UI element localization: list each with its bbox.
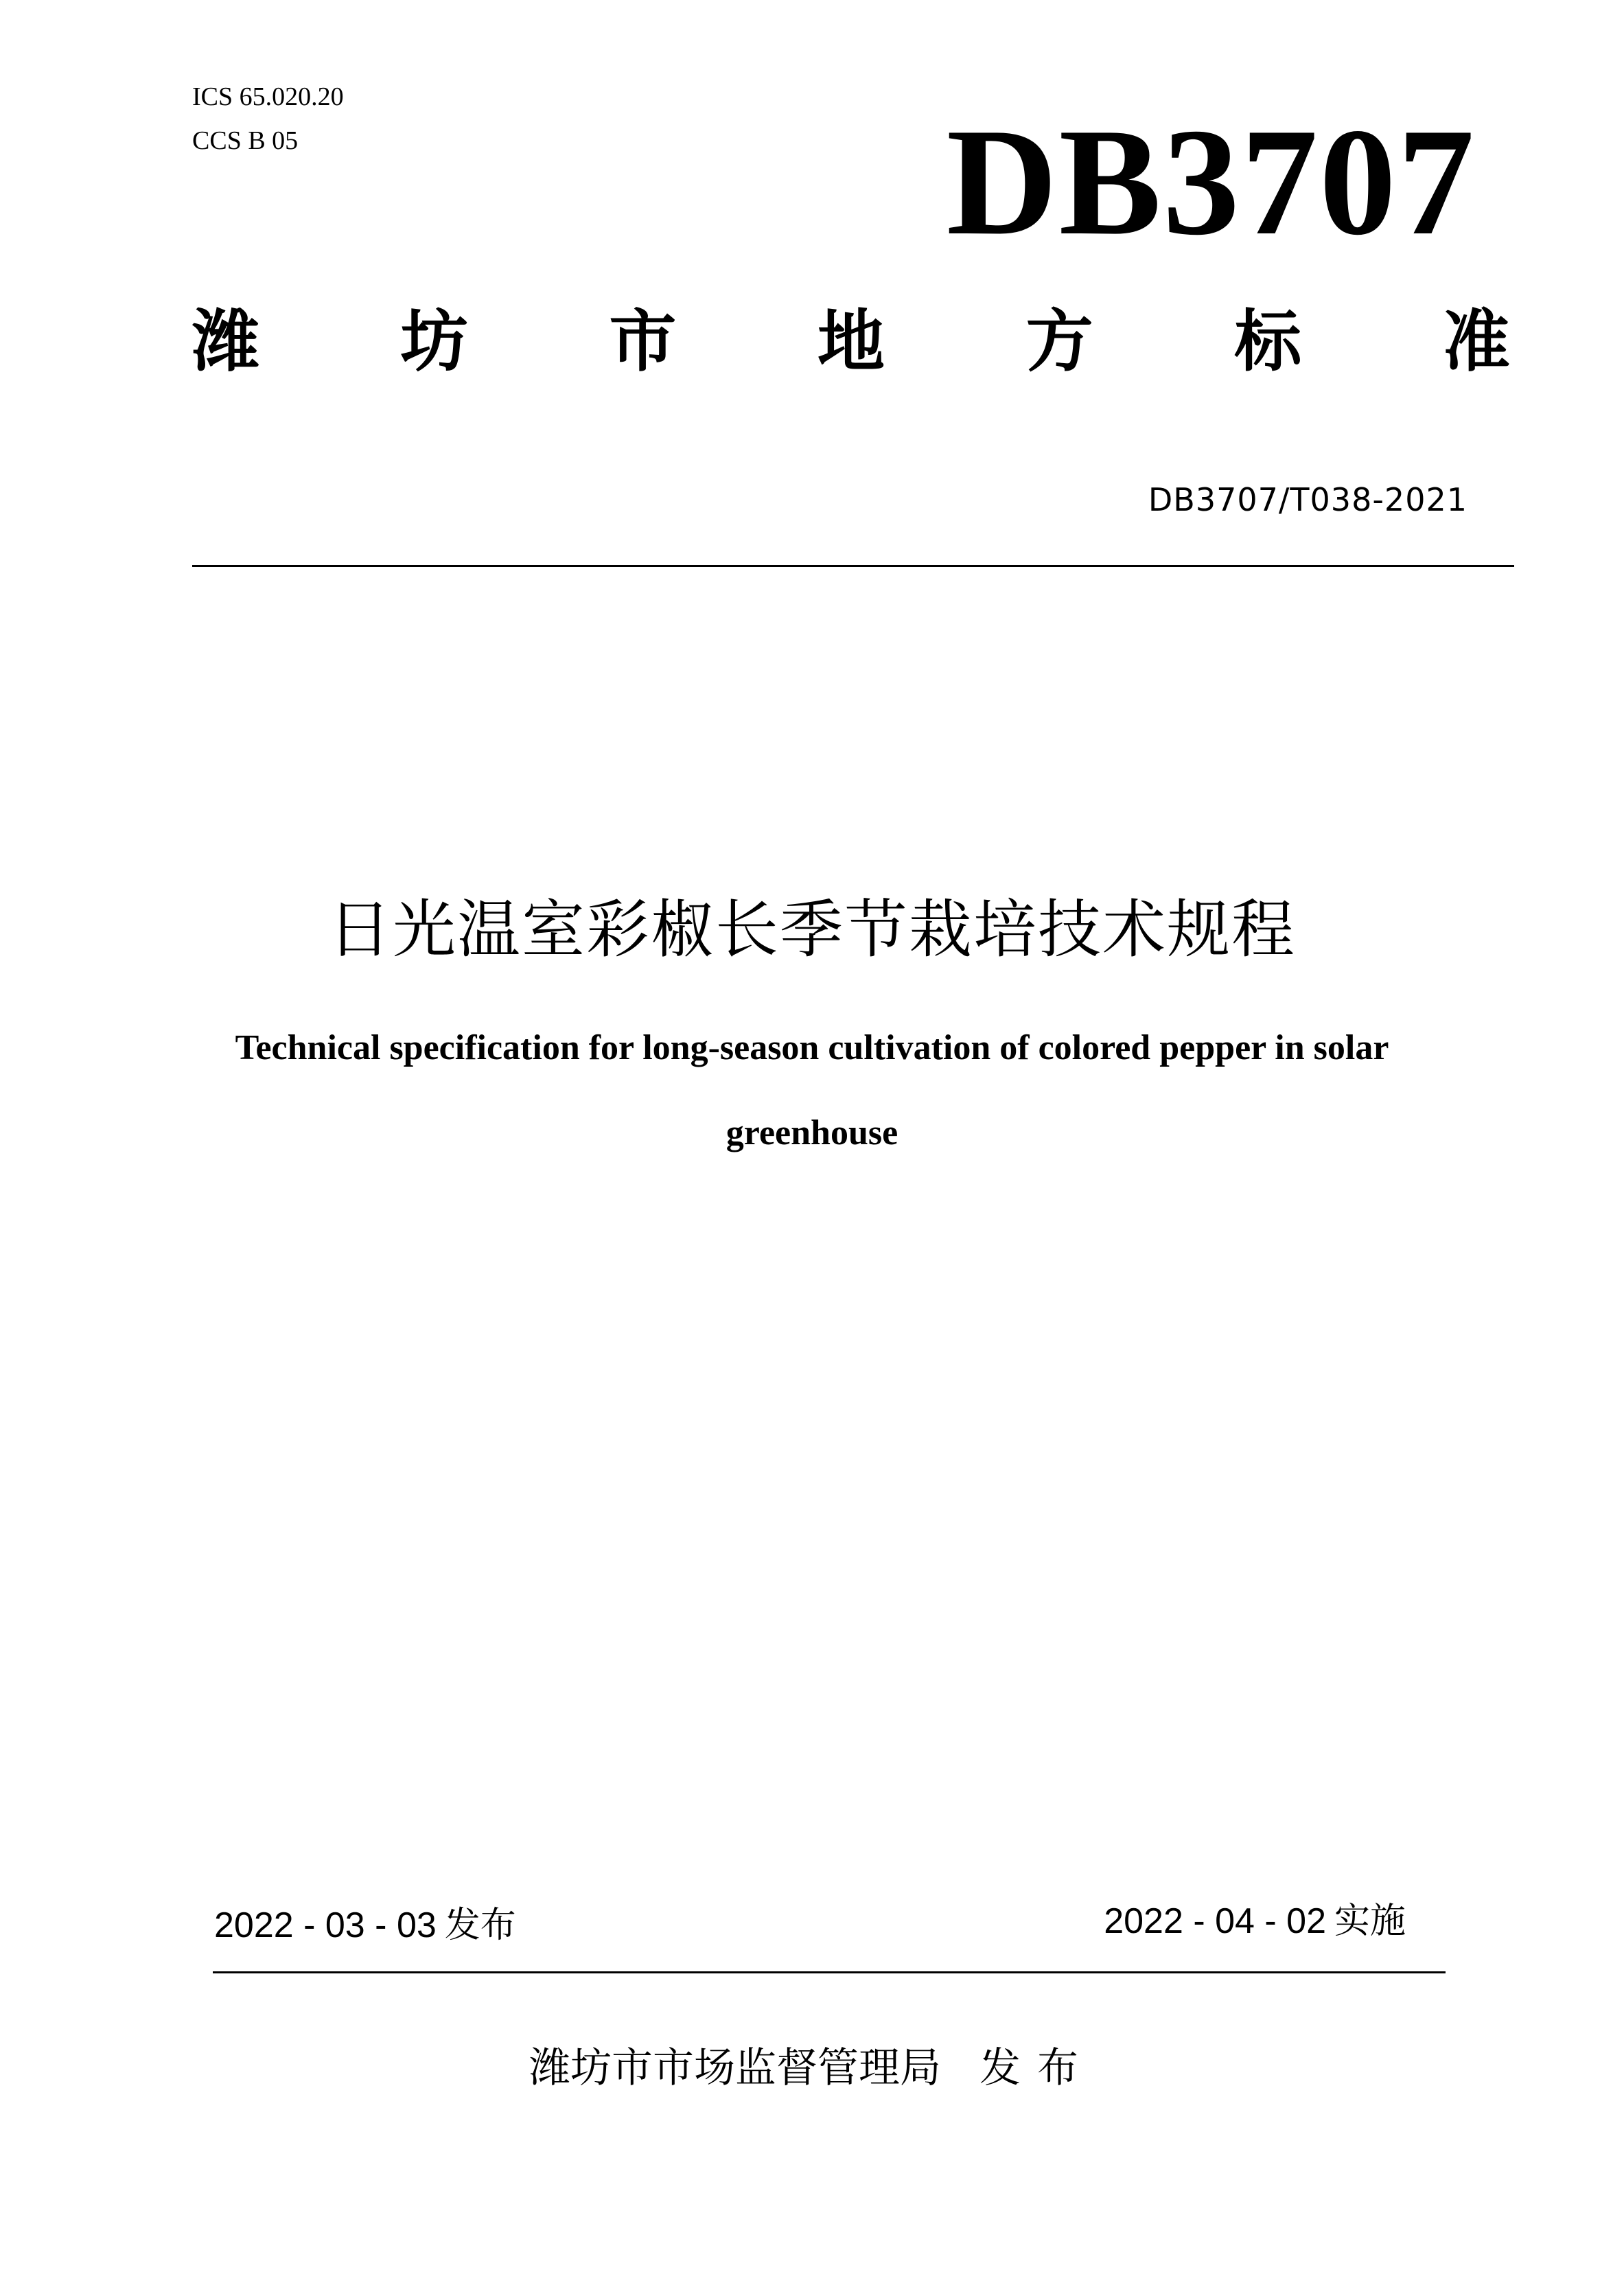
document-title-english: Technical specification for long-season cultivation of colored pepper in solar greenhouse: [235, 1028, 1389, 1152]
issuer-name: 潍坊市市场监督管理局: [529, 2044, 941, 2092]
document-title-chinese: 日光温室彩椒长季节栽培技术规程: [327, 893, 1296, 966]
header-divider: [192, 565, 1514, 567]
publish-date-line: [214, 1901, 516, 1949]
issuer-action: 发布: [979, 2044, 1095, 2092]
publish-date: 2022 - 03 - 03: [214, 1905, 437, 1945]
standard-type-char: 市: [609, 303, 677, 381]
implement-date: 2022 - 04 - 02: [1104, 1901, 1326, 1941]
standard-type-char: 潍: [192, 303, 260, 381]
publish-label: 发布: [444, 1905, 516, 1945]
standard-type-char: 准: [1442, 303, 1510, 381]
ics-code: ICS 65.020.20: [192, 82, 344, 111]
standard-type-char: 标: [1234, 303, 1302, 381]
standard-number: DB3707/T038-2021: [1148, 481, 1468, 518]
standard-type-title: [192, 294, 1510, 390]
standard-type-char: 坊: [400, 303, 468, 381]
standard-code-mark: DB3707: [946, 97, 1476, 267]
ccs-code: CCS B 05: [192, 126, 299, 155]
implement-date-line: [1104, 1897, 1406, 1945]
implement-label: 实施: [1334, 1901, 1406, 1941]
standard-type-char: 地: [817, 303, 885, 381]
footer-divider: [213, 1971, 1446, 1973]
standard-type-char: 方: [1025, 303, 1093, 381]
issuer-line: [0, 2037, 1624, 2099]
